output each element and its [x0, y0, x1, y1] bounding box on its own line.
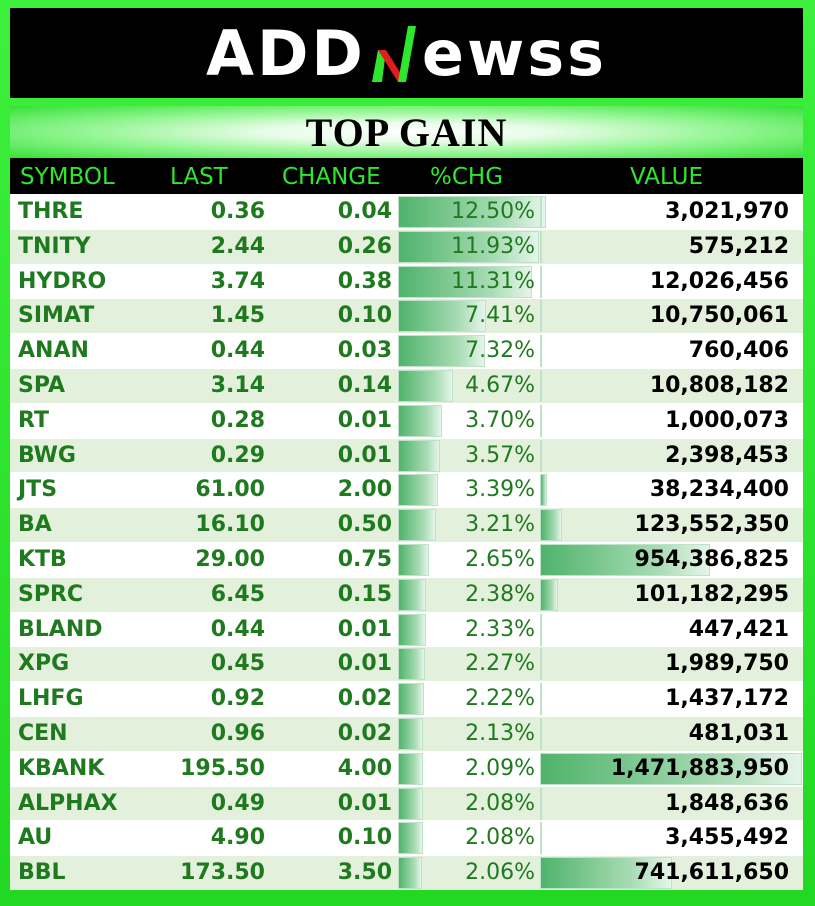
cell-symbol: ALPHAX [18, 790, 118, 816]
cell-value: 741,611,650 [634, 860, 789, 886]
cell-last: 173.50 [180, 860, 265, 886]
value-bar [540, 509, 562, 541]
table-row [10, 542, 803, 577]
cell-last: 16.10 [195, 512, 265, 538]
cell-last: 3.74 [210, 268, 265, 294]
table-row [10, 229, 803, 264]
pct-bar [398, 509, 436, 541]
cell-last: 3.14 [210, 372, 265, 398]
cell-value: 575,212 [688, 233, 789, 259]
cell-last: 0.36 [210, 199, 265, 224]
cell-change: 0.01 [337, 442, 392, 468]
cell-pct: 3.57% [465, 442, 535, 468]
table-row [10, 264, 803, 299]
cell-change: 0.01 [337, 616, 392, 642]
cell-pct: 2.06% [465, 860, 535, 886]
cell-pct: 11.93% [451, 233, 535, 259]
table-row [10, 194, 803, 229]
cell-symbol: JTS [18, 477, 58, 503]
pct-bar [398, 474, 438, 506]
cell-last: 1.45 [210, 303, 265, 329]
cell-pct: 7.32% [465, 338, 535, 364]
table-row [10, 820, 803, 855]
cell-last: 0.96 [210, 720, 265, 746]
cell-value: 1,437,172 [665, 686, 789, 712]
cell-last: 6.45 [210, 581, 265, 607]
cell-value: 481,031 [688, 720, 789, 746]
cell-last: 61.00 [195, 477, 265, 503]
cell-symbol: AU [18, 825, 53, 851]
cell-change: 0.10 [337, 303, 392, 329]
value-bar [540, 614, 542, 646]
table-row [10, 507, 803, 542]
value-bar [540, 648, 542, 680]
cell-pct: 3.21% [465, 512, 535, 538]
cell-change: 0.01 [337, 651, 392, 677]
pct-bar [398, 788, 423, 820]
cell-pct: 2.38% [465, 581, 535, 607]
cell-symbol: SPRC [18, 581, 84, 607]
value-bar [540, 405, 542, 437]
cell-symbol: SIMAT [18, 303, 95, 329]
table-header [10, 158, 803, 194]
cell-change: 0.75 [337, 546, 392, 572]
cell-pct: 3.39% [465, 477, 535, 503]
pct-bar [398, 405, 442, 437]
value-bar [540, 579, 558, 611]
cell-change: 0.10 [337, 825, 392, 851]
cell-pct: 3.70% [465, 407, 535, 433]
cell-symbol: TNITY [18, 233, 91, 259]
pct-bar [398, 544, 429, 576]
table-row [10, 646, 803, 681]
cell-symbol: KBANK [18, 755, 105, 781]
pct-bar [398, 683, 424, 715]
cell-symbol: BBL [18, 860, 66, 886]
cell-change: 0.03 [337, 338, 392, 364]
cell-pct: 7.41% [465, 303, 535, 329]
cell-pct: 2.22% [465, 686, 535, 712]
pct-bar [398, 579, 426, 611]
cell-value: 447,421 [688, 616, 789, 642]
cell-value: 954,386,825 [634, 546, 789, 572]
value-bar [540, 266, 542, 298]
cell-pct: 11.31% [451, 268, 535, 294]
cell-pct: 2.08% [465, 825, 535, 851]
cell-change: 0.04 [337, 199, 392, 224]
cell-change: 0.01 [337, 790, 392, 816]
cell-last: 0.29 [210, 442, 265, 468]
cell-value: 101,182,295 [634, 581, 789, 607]
logo-text-ewss: ewss [421, 16, 608, 90]
table-row [10, 577, 803, 612]
cell-last: 195.50 [180, 755, 265, 781]
cell-pct: 2.65% [465, 546, 535, 572]
cell-symbol: BLAND [18, 616, 103, 642]
col-header-symbol: SYMBOL [20, 164, 115, 190]
title-band [10, 106, 803, 158]
cell-pct: 2.08% [465, 790, 535, 816]
value-bar [540, 335, 542, 367]
cell-last: 0.44 [210, 616, 265, 642]
cell-change: 4.00 [337, 755, 392, 781]
cell-change: 0.26 [337, 233, 392, 259]
cell-change: 0.15 [337, 581, 392, 607]
col-header-change: CHANGE [282, 164, 381, 190]
cell-pct: 4.67% [465, 372, 535, 398]
table-row [10, 786, 803, 821]
value-bar [540, 300, 542, 332]
pct-bar [398, 753, 423, 785]
cell-value: 38,234,400 [649, 477, 789, 503]
value-bar [540, 231, 542, 263]
value-bar [540, 718, 542, 750]
table-row [10, 403, 803, 438]
top-gain-table [10, 158, 803, 890]
logo-text-add: ADD [205, 16, 366, 90]
cell-symbol: BA [18, 512, 52, 538]
table-body [10, 194, 803, 890]
value-bar [540, 440, 542, 472]
cell-last: 0.28 [210, 407, 265, 433]
cell-last: 0.45 [210, 651, 265, 677]
cell-symbol: ANAN [18, 338, 89, 364]
cell-value: 10,808,182 [649, 372, 789, 398]
cell-pct: 2.33% [465, 616, 535, 642]
cell-pct: 2.09% [465, 755, 535, 781]
cell-value: 1,848,636 [665, 790, 789, 816]
value-bar [540, 683, 542, 715]
table-row [10, 751, 803, 786]
value-bar [540, 196, 542, 228]
pct-bar [398, 822, 423, 854]
cell-value: 3,021,970 [665, 199, 789, 224]
table-row [10, 472, 803, 507]
cell-value: 1,000,073 [665, 407, 789, 433]
value-bar [540, 474, 547, 506]
table-row [10, 612, 803, 647]
table-row [10, 855, 803, 890]
table-row [10, 716, 803, 751]
value-bar [540, 370, 542, 402]
col-header-value: VALUE [630, 164, 704, 190]
cell-last: 29.00 [195, 546, 265, 572]
cell-change: 0.01 [337, 407, 392, 433]
logo [206, 17, 607, 90]
pct-bar [398, 648, 425, 680]
value-bar [540, 788, 542, 820]
table-row [10, 333, 803, 368]
cell-pct: 2.13% [465, 720, 535, 746]
table-row [10, 368, 803, 403]
col-header-pct: %CHG [430, 164, 504, 190]
cell-symbol: LHFG [18, 686, 84, 712]
pct-bar [398, 718, 423, 750]
cell-symbol: SPA [18, 372, 65, 398]
cell-value: 760,406 [688, 338, 789, 364]
logo-header [10, 8, 803, 98]
pct-bar [398, 614, 426, 646]
cell-pct: 2.27% [465, 651, 535, 677]
table-row [10, 298, 803, 333]
page-title: TOP GAIN [305, 109, 508, 155]
cell-symbol: BWG [18, 442, 76, 468]
cell-symbol: CEN [18, 720, 68, 746]
pct-bar [398, 857, 422, 889]
n-logo-icon [368, 22, 420, 84]
pct-bar [398, 440, 440, 472]
cell-symbol: RT [18, 407, 49, 433]
cell-symbol: XPG [18, 651, 70, 677]
value-bar [540, 822, 542, 854]
cell-symbol: KTB [18, 546, 67, 572]
table-row [10, 681, 803, 716]
cell-value: 10,750,061 [649, 303, 789, 329]
cell-change: 0.02 [337, 720, 392, 746]
cell-value: 12,026,456 [649, 268, 789, 294]
cell-change: 2.00 [337, 477, 392, 503]
cell-value: 123,552,350 [634, 512, 789, 538]
cell-change: 0.14 [337, 372, 392, 398]
cell-last: 0.49 [210, 790, 265, 816]
cell-change: 3.50 [337, 860, 392, 886]
cell-value: 1,471,883,950 [610, 755, 789, 781]
cell-change: 0.38 [337, 268, 392, 294]
cell-value: 3,455,492 [665, 825, 789, 851]
cell-value: 1,989,750 [665, 651, 789, 677]
pct-bar [398, 370, 453, 402]
cell-change: 0.02 [337, 686, 392, 712]
table-row [10, 438, 803, 473]
col-header-last: LAST [170, 164, 228, 190]
cell-symbol: HYDRO [18, 268, 107, 294]
cell-last: 2.44 [210, 233, 265, 259]
cell-last: 4.90 [210, 825, 265, 851]
cell-value: 2,398,453 [665, 442, 789, 468]
cell-pct: 12.50% [451, 199, 535, 224]
cell-last: 0.44 [210, 338, 265, 364]
cell-change: 0.50 [337, 512, 392, 538]
cell-last: 0.92 [210, 686, 265, 712]
cell-symbol: THRE [18, 199, 84, 224]
